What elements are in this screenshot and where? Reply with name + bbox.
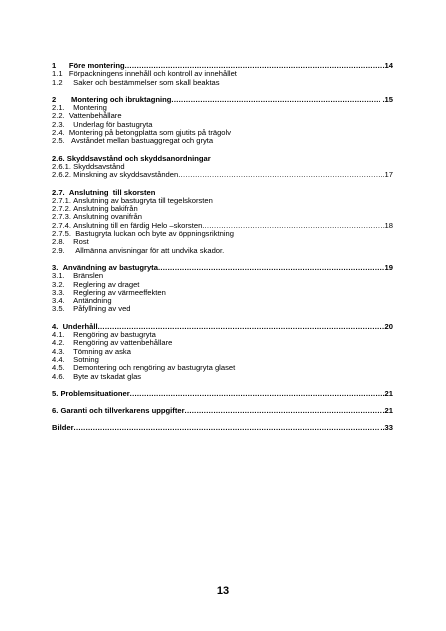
toc-entry-number: 2.6.2.	[52, 170, 71, 180]
toc-entry-title: Underlag för bastugryta	[73, 119, 153, 129]
toc-entry[interactable]	[52, 305, 393, 313]
toc-entry-number: 1.1	[52, 69, 63, 79]
toc-entry-number: 2.7.3.	[52, 212, 71, 222]
toc-entry[interactable]	[52, 79, 393, 87]
toc-entry-title: Före montering	[68, 61, 125, 70]
toc-entry-page: .14	[382, 61, 393, 70]
toc-entry-page: 20	[384, 321, 393, 331]
toc-entry-number: 1	[52, 61, 57, 70]
toc-entry-number: 3.5.	[52, 304, 65, 314]
toc-entry-title: Garanti och tillverkarens uppgifter	[60, 406, 185, 416]
toc-entry-title: Skyddsavstånd	[73, 161, 125, 171]
toc-entry-title: Montering på betongplatta som gjutits på trägolv	[68, 128, 232, 138]
toc-entry[interactable]	[52, 424, 393, 432]
toc-entry-title: Rost	[73, 237, 89, 247]
toc-entry-number: 2.9.	[52, 245, 65, 255]
toc-dot-leader	[171, 96, 380, 104]
toc-entry[interactable]	[52, 137, 393, 145]
toc-entry-title: Minskning av skyddsavstånden	[73, 170, 179, 180]
toc-entry-number: 2.8.	[52, 237, 65, 247]
toc-entry-number: 5.	[52, 388, 59, 398]
toc-entry-number: 4.6.	[52, 371, 65, 381]
toc-entry-title: Avståndet mellan bastuaggregat och gryta	[71, 136, 214, 146]
toc-entry-page: 18	[384, 220, 393, 230]
toc-entry-number: 4.	[52, 321, 59, 331]
toc-entry[interactable]	[52, 171, 393, 179]
toc-entry-page: .17	[382, 170, 393, 180]
toc-entry-title: Underhåll	[62, 321, 98, 331]
toc-entry-title: Anslutning bakifrån	[73, 204, 138, 214]
toc-entry[interactable]	[52, 264, 393, 272]
toc-entry-title: Anslutning till en färdig Helo –skorsten.	[73, 220, 205, 230]
toc-entry-title: Anslutning ovanifrån	[73, 212, 142, 222]
toc-entry-title: Byte av tskadat glas	[73, 371, 142, 381]
toc-entry-title: Allmänna anvisningar för att undvika skador.	[75, 245, 225, 255]
toc-entry-number: 6.	[52, 406, 59, 416]
toc-entry[interactable]	[52, 230, 393, 238]
toc-entry-page: .21	[382, 388, 393, 398]
toc-entry[interactable]	[52, 390, 393, 398]
toc-entry-title: Förpackningens innehåll och kontroll av innehållet	[68, 69, 237, 79]
toc-entry-number: 2.7.2.	[52, 204, 71, 214]
toc-entry-title: Påfyllning av ved	[73, 304, 131, 314]
toc-entry-page: ..33	[380, 423, 393, 433]
toc-entry-number: 2.7.	[52, 187, 65, 197]
toc-entry-number: 2	[52, 94, 57, 104]
toc-entry-number: 4.2.	[52, 338, 65, 348]
toc-entry[interactable]	[52, 348, 393, 356]
toc-entry-title: Vattenbehållare	[68, 111, 122, 121]
toc-entry-title: Reglering av draget	[73, 279, 140, 289]
toc-entry-number: 2.1.	[52, 103, 65, 113]
toc-entry-spacing	[65, 373, 73, 381]
table-of-contents	[52, 62, 393, 433]
toc-entry-number: 4.3.	[52, 346, 65, 356]
toc-entry-number: 3.4.	[52, 296, 65, 306]
section-spacer	[52, 314, 393, 323]
toc-entry-title: Anslutning av bastugryta till tegelskorsten	[73, 195, 213, 205]
section-spacer	[52, 415, 393, 424]
toc-entry-title: Rengöring av bastugryta	[73, 330, 156, 340]
toc-entry-number: 2.2.	[52, 111, 65, 121]
toc-entry-title: Bränslen	[73, 271, 104, 281]
toc-entry-number: 4.5.	[52, 363, 65, 373]
toc-entry-number: 2.4.	[52, 128, 65, 138]
toc-entry-spacing	[65, 305, 73, 313]
toc-entry-title: Reglering av värmeeffekten	[73, 287, 166, 297]
toc-entry[interactable]	[52, 407, 393, 415]
toc-entry-number: 3.3.	[52, 287, 65, 297]
toc-entry[interactable]	[52, 373, 393, 381]
toc-entry-spacing	[65, 247, 76, 255]
toc-entry-title: Skyddsavstånd och skyddsanordningar	[66, 153, 211, 163]
toc-entry-title: Saker och bestämmelser som skall beaktas	[73, 77, 220, 87]
toc-entry-page: .15	[380, 94, 393, 104]
toc-entry-number: 2.7.4.	[52, 220, 71, 230]
toc-entry-title: Bilder	[52, 423, 74, 433]
toc-dot-leader	[130, 390, 383, 398]
toc-entry-title: Användning av bastugryta	[62, 262, 158, 272]
toc-entry-number: 2.7.1.	[52, 195, 71, 205]
page-number: 13	[216, 585, 230, 597]
toc-entry-number: 3.1.	[52, 271, 65, 281]
toc-dot-leader	[158, 264, 385, 272]
toc-entry-page: .21	[382, 406, 393, 416]
toc-entry-number: 2.5.	[52, 136, 65, 146]
toc-entry-page: 19	[384, 262, 393, 272]
toc-entry-number: 4.1.	[52, 330, 65, 340]
toc-entry-title: Demontering och rengöring av bastugryta glaset	[73, 363, 236, 373]
toc-entry-number: 3.	[52, 262, 59, 272]
toc-entry-number: 2.6.	[52, 153, 65, 163]
toc-entry-title: Montering och ibruktagning	[71, 94, 172, 104]
toc-entry-spacing	[63, 79, 74, 87]
toc-entry-title: Montering	[73, 103, 107, 113]
toc-entry-number: 2.3.	[52, 119, 65, 129]
toc-entry-number: 4.4.	[52, 354, 65, 364]
toc-entry-title: Problemsituationer	[60, 388, 130, 398]
toc-entry-title: Bastugryta luckan och byte av öppningsriktning	[75, 229, 234, 239]
toc-entry-title: Tömning av aska	[73, 346, 131, 356]
toc-dot-leader	[185, 407, 383, 415]
toc-entry-number: 3.2.	[52, 279, 65, 289]
toc-dot-leader	[178, 171, 382, 179]
toc-entry-title: Anslutning till skorsten	[68, 187, 156, 197]
toc-entry[interactable]	[52, 247, 393, 255]
toc-entry-title: Rengöring av vattenbehållare	[73, 338, 173, 348]
toc-entry-number: 2.7.5.	[52, 229, 71, 239]
toc-entry-number: 2.6.1.	[52, 161, 71, 171]
toc-dot-leader	[74, 424, 381, 432]
toc-entry-title: Antändning	[73, 296, 112, 306]
toc-entry-number: 1.2	[52, 77, 63, 87]
toc-entry-title: Sotning	[73, 354, 99, 364]
